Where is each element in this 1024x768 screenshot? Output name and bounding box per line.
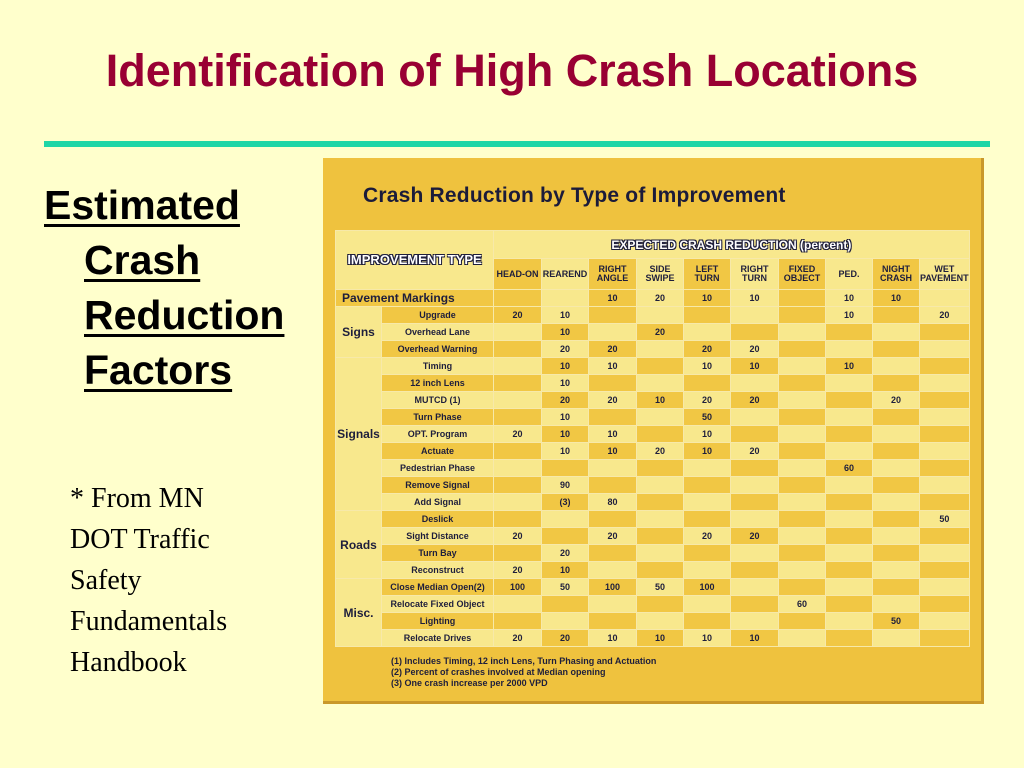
table-cell [920, 630, 970, 647]
improvement-label: Upgrade [382, 307, 494, 324]
table-row [336, 392, 970, 409]
column-header: NIGHT CRASH [873, 259, 920, 290]
table-cell [920, 528, 970, 545]
table-cell: 20 [589, 341, 637, 358]
table-cell: 10 [542, 409, 589, 426]
table-cell [826, 613, 873, 630]
improvement-label: Timing [382, 358, 494, 375]
table-cell: 10 [637, 392, 684, 409]
note-line: (3) One crash increase per 2000 VPD [391, 678, 548, 688]
table-cell [826, 511, 873, 528]
table-cell [826, 409, 873, 426]
table-cell: 20 [684, 528, 731, 545]
table-cell [779, 477, 826, 494]
table-cell: 10 [826, 307, 873, 324]
table-cell [589, 460, 637, 477]
table-cell: 10 [542, 443, 589, 460]
table-cell [637, 460, 684, 477]
table-cell [779, 392, 826, 409]
table-cell [542, 528, 589, 545]
table-cell [873, 545, 920, 562]
table-cell [920, 426, 970, 443]
table-cell [779, 528, 826, 545]
table-cell [637, 494, 684, 511]
improvement-label: Close Median Open(2) [382, 579, 494, 596]
table-cell: 10 [589, 358, 637, 375]
table-cell: 10 [542, 562, 589, 579]
table-cell [873, 511, 920, 528]
table-cell [731, 426, 779, 443]
table-cell [873, 358, 920, 375]
table-cell: 100 [494, 579, 542, 596]
table-cell [637, 307, 684, 324]
table-cell [826, 392, 873, 409]
column-header: PED. [826, 259, 873, 290]
table-cell [684, 477, 731, 494]
table-cell [494, 443, 542, 460]
table-cell: (3) [542, 494, 589, 511]
note-line: (2) Percent of crashes involved at Median opening [391, 667, 606, 677]
table-cell: 20 [589, 528, 637, 545]
table-cell [873, 341, 920, 358]
table-cell: 20 [494, 426, 542, 443]
table-row [336, 613, 970, 630]
table-cell [494, 409, 542, 426]
crash-reduction-card [323, 158, 984, 704]
table-cell: 20 [494, 307, 542, 324]
table-cell: 10 [731, 630, 779, 647]
table-cell [684, 324, 731, 341]
category-cell: Signs [336, 307, 382, 358]
table-cell [920, 409, 970, 426]
table-cell [779, 630, 826, 647]
table-cell [731, 562, 779, 579]
table-cell [779, 613, 826, 630]
table-cell [779, 409, 826, 426]
table-row [336, 545, 970, 562]
table-cell [873, 562, 920, 579]
table-cell [731, 375, 779, 392]
table-cell: 50 [920, 511, 970, 528]
improvement-label: MUTCD (1) [382, 392, 494, 409]
column-header: REAREND [542, 259, 589, 290]
table-cell [494, 290, 542, 307]
table-cell [731, 613, 779, 630]
table-cell [494, 375, 542, 392]
improvement-label: Pavement Markings [336, 290, 494, 307]
table-cell: 10 [684, 426, 731, 443]
table-cell [826, 443, 873, 460]
table-cell: 20 [920, 307, 970, 324]
improvement-label: Add Signal [382, 494, 494, 511]
improvement-label: 12 inch Lens [382, 375, 494, 392]
source-line: Fundamentals [70, 606, 228, 637]
table-row [336, 443, 970, 460]
table-cell [684, 545, 731, 562]
table-cell: 90 [542, 477, 589, 494]
table-row [336, 477, 970, 494]
table-cell [542, 460, 589, 477]
table-cell: 10 [731, 290, 779, 307]
table-cell [873, 443, 920, 460]
table-cell: 20 [873, 392, 920, 409]
improvement-label: Lighting [382, 613, 494, 630]
table-cell [637, 341, 684, 358]
table-cell: 10 [589, 443, 637, 460]
table-cell [826, 579, 873, 596]
table-cell [779, 324, 826, 341]
table-cell [494, 613, 542, 630]
table-cell [684, 375, 731, 392]
category-cell: Signals [336, 358, 382, 511]
improvement-label: Remove Signal [382, 477, 494, 494]
table-cell [589, 613, 637, 630]
table-cell [826, 545, 873, 562]
table-cell: 20 [637, 443, 684, 460]
table-cell [494, 358, 542, 375]
table-cell [637, 562, 684, 579]
table-cell [494, 392, 542, 409]
table-row [336, 324, 970, 341]
table-cell [920, 579, 970, 596]
table-cell [826, 324, 873, 341]
table-cell: 20 [542, 545, 589, 562]
table-cell: 10 [589, 630, 637, 647]
table-cell [731, 579, 779, 596]
column-header: RIGHT TURN [731, 259, 779, 290]
table-cell [920, 358, 970, 375]
table-cell [920, 443, 970, 460]
table-cell: 10 [684, 290, 731, 307]
table-cell: 20 [542, 341, 589, 358]
note-line: (1) Includes Timing, 12 inch Lens, Turn Phasing and Actuation [391, 656, 657, 666]
table-cell [920, 494, 970, 511]
improvement-label: Deslick [382, 511, 494, 528]
table-cell [779, 375, 826, 392]
table-cell [684, 511, 731, 528]
table-cell [589, 562, 637, 579]
table-cell: 10 [731, 358, 779, 375]
table-row [336, 358, 970, 375]
table-cell [779, 494, 826, 511]
table-cell [779, 443, 826, 460]
header-row [336, 231, 970, 259]
heading-line: Reduction [84, 292, 285, 338]
table-cell: 20 [731, 392, 779, 409]
crash-reduction-table [335, 230, 970, 647]
table-cell [920, 324, 970, 341]
table-cell [920, 341, 970, 358]
table-row [336, 630, 970, 647]
table-cell [494, 596, 542, 613]
section-heading [44, 178, 314, 398]
improvement-label: Actuate [382, 443, 494, 460]
table-cell [826, 630, 873, 647]
table-cell [637, 545, 684, 562]
table-row [336, 460, 970, 477]
table-cell: 10 [542, 324, 589, 341]
table-row [336, 290, 970, 307]
table-cell [637, 375, 684, 392]
table-cell [779, 341, 826, 358]
table-cell [637, 426, 684, 443]
table-cell [920, 545, 970, 562]
table-cell [779, 460, 826, 477]
table-cell [873, 630, 920, 647]
table-row [336, 494, 970, 511]
table-title: Crash Reduction by Type of Improvement [363, 184, 786, 207]
table-cell [589, 307, 637, 324]
table-cell [873, 307, 920, 324]
table-cell: 100 [589, 579, 637, 596]
table-cell [731, 494, 779, 511]
table-row [336, 511, 970, 528]
table-cell: 20 [731, 528, 779, 545]
table-cell [779, 307, 826, 324]
table-cell: 10 [589, 290, 637, 307]
table-cell [589, 545, 637, 562]
table-cell: 20 [731, 443, 779, 460]
table-cell [779, 579, 826, 596]
improvement-label: Relocate Drives [382, 630, 494, 647]
table-cell [494, 324, 542, 341]
table-cell [779, 426, 826, 443]
table-cell: 50 [684, 409, 731, 426]
table-cell [637, 358, 684, 375]
table-cell [684, 307, 731, 324]
table-cell [731, 596, 779, 613]
category-cell: Misc. [336, 579, 382, 647]
table-cell [920, 562, 970, 579]
table-cell [826, 341, 873, 358]
table-row [336, 596, 970, 613]
table-cell [589, 375, 637, 392]
table-cell: 20 [684, 392, 731, 409]
improvement-label: Overhead Lane [382, 324, 494, 341]
table-cell: 60 [779, 596, 826, 613]
table-cell: 10 [684, 358, 731, 375]
table-cell [494, 341, 542, 358]
table-cell [873, 579, 920, 596]
table-cell [542, 511, 589, 528]
table-cell [731, 460, 779, 477]
table-cell: 50 [542, 579, 589, 596]
column-header: LEFT TURN [684, 259, 731, 290]
table-cell [731, 324, 779, 341]
table-cell [494, 477, 542, 494]
table-cell: 10 [684, 443, 731, 460]
source-line: Handbook [70, 647, 187, 678]
column-header: SIDE SWIPE [637, 259, 684, 290]
table-row [336, 528, 970, 545]
table-cell [684, 613, 731, 630]
table-cell [826, 528, 873, 545]
table-cell [873, 596, 920, 613]
table-cell [873, 324, 920, 341]
table-row [336, 375, 970, 392]
table-cell [731, 409, 779, 426]
table-cell [779, 562, 826, 579]
expected-reduction-header: EXPECTED CRASH REDUCTION (percent) [494, 231, 970, 259]
table-cell: 50 [873, 613, 920, 630]
table-cell: 20 [494, 528, 542, 545]
table-cell [779, 358, 826, 375]
table-row [336, 562, 970, 579]
improvement-label: Turn Phase [382, 409, 494, 426]
table-cell [920, 477, 970, 494]
table-cell [494, 545, 542, 562]
table-cell [637, 477, 684, 494]
table-cell [920, 596, 970, 613]
table-cell: 20 [637, 290, 684, 307]
source-line: DOT Traffic [70, 524, 210, 555]
table-cell [589, 596, 637, 613]
table-cell: 10 [542, 307, 589, 324]
table-cell [589, 477, 637, 494]
table-cell [637, 511, 684, 528]
table-cell [637, 596, 684, 613]
improvement-label: Pedestrian Phase [382, 460, 494, 477]
table-cell: 10 [684, 630, 731, 647]
table-cell [589, 511, 637, 528]
table-cell [684, 562, 731, 579]
table-cell: 10 [826, 358, 873, 375]
table-cell: 20 [494, 562, 542, 579]
table-cell [779, 290, 826, 307]
table-cell [873, 494, 920, 511]
table-cell [637, 613, 684, 630]
table-cell [542, 596, 589, 613]
table-cell [920, 375, 970, 392]
table-row [336, 579, 970, 596]
table-cell [494, 494, 542, 511]
table-cell: 20 [731, 341, 779, 358]
table-row [336, 341, 970, 358]
heading-line: Estimated [44, 182, 240, 228]
heading-line: Crash [84, 237, 201, 283]
table-cell [920, 392, 970, 409]
category-cell: Roads [336, 511, 382, 579]
table-cell: 20 [542, 392, 589, 409]
table-cell: 10 [542, 426, 589, 443]
table-cell [637, 528, 684, 545]
table-cell: 10 [826, 290, 873, 307]
heading-line: Factors [84, 347, 233, 393]
table-cell [494, 460, 542, 477]
table-cell [826, 596, 873, 613]
column-header: WET PAVEMENT [920, 259, 970, 290]
table-cell [779, 545, 826, 562]
table-cell: 10 [589, 426, 637, 443]
table-cell [826, 562, 873, 579]
table-notes [391, 656, 656, 689]
source-note [70, 478, 300, 683]
table-cell [873, 460, 920, 477]
table-cell: 100 [684, 579, 731, 596]
table-cell [637, 409, 684, 426]
table-cell: 50 [637, 579, 684, 596]
column-header: RIGHT ANGLE [589, 259, 637, 290]
improvement-label: Turn Bay [382, 545, 494, 562]
table-cell [731, 477, 779, 494]
table-cell [920, 460, 970, 477]
table-cell [589, 409, 637, 426]
slide-title: Identification of High Crash Locations [105, 45, 919, 96]
table-cell [731, 307, 779, 324]
improvement-label: Sight Distance [382, 528, 494, 545]
table-row [336, 426, 970, 443]
table-cell: 10 [873, 290, 920, 307]
table-cell [684, 596, 731, 613]
table-cell [873, 426, 920, 443]
table-cell [684, 460, 731, 477]
table-cell [779, 511, 826, 528]
table-cell: 20 [542, 630, 589, 647]
table-cell [920, 613, 970, 630]
table-cell [731, 511, 779, 528]
title-divider [44, 141, 990, 147]
source-line: Safety [70, 565, 142, 596]
table-cell [873, 528, 920, 545]
table-cell [589, 324, 637, 341]
table-cell: 10 [542, 375, 589, 392]
table-cell: 10 [637, 630, 684, 647]
table-cell: 20 [637, 324, 684, 341]
table-cell [873, 477, 920, 494]
table-cell: 80 [589, 494, 637, 511]
column-header: HEAD-ON [494, 259, 542, 290]
table-cell: 20 [589, 392, 637, 409]
improvement-label: OPT. Program [382, 426, 494, 443]
table-cell [826, 494, 873, 511]
table-cell [873, 375, 920, 392]
table-cell [494, 511, 542, 528]
table-row [336, 409, 970, 426]
improvement-type-header: IMPROVEMENT TYPE [336, 231, 494, 290]
table-cell [826, 375, 873, 392]
table-cell [731, 545, 779, 562]
improvement-label: Overhead Warning [382, 341, 494, 358]
table-cell: 10 [542, 358, 589, 375]
table-cell [542, 290, 589, 307]
table-cell [826, 477, 873, 494]
source-line: * From MN [70, 483, 204, 514]
improvement-label: Relocate Fixed Object [382, 596, 494, 613]
table-cell [826, 426, 873, 443]
table-cell: 20 [494, 630, 542, 647]
table-cell [542, 613, 589, 630]
table-cell [873, 409, 920, 426]
table-row [336, 307, 970, 324]
table-cell [684, 494, 731, 511]
column-header: FIXED OBJECT [779, 259, 826, 290]
table-cell: 60 [826, 460, 873, 477]
table-cell [920, 290, 970, 307]
improvement-label: Reconstruct [382, 562, 494, 579]
table-cell: 20 [684, 341, 731, 358]
